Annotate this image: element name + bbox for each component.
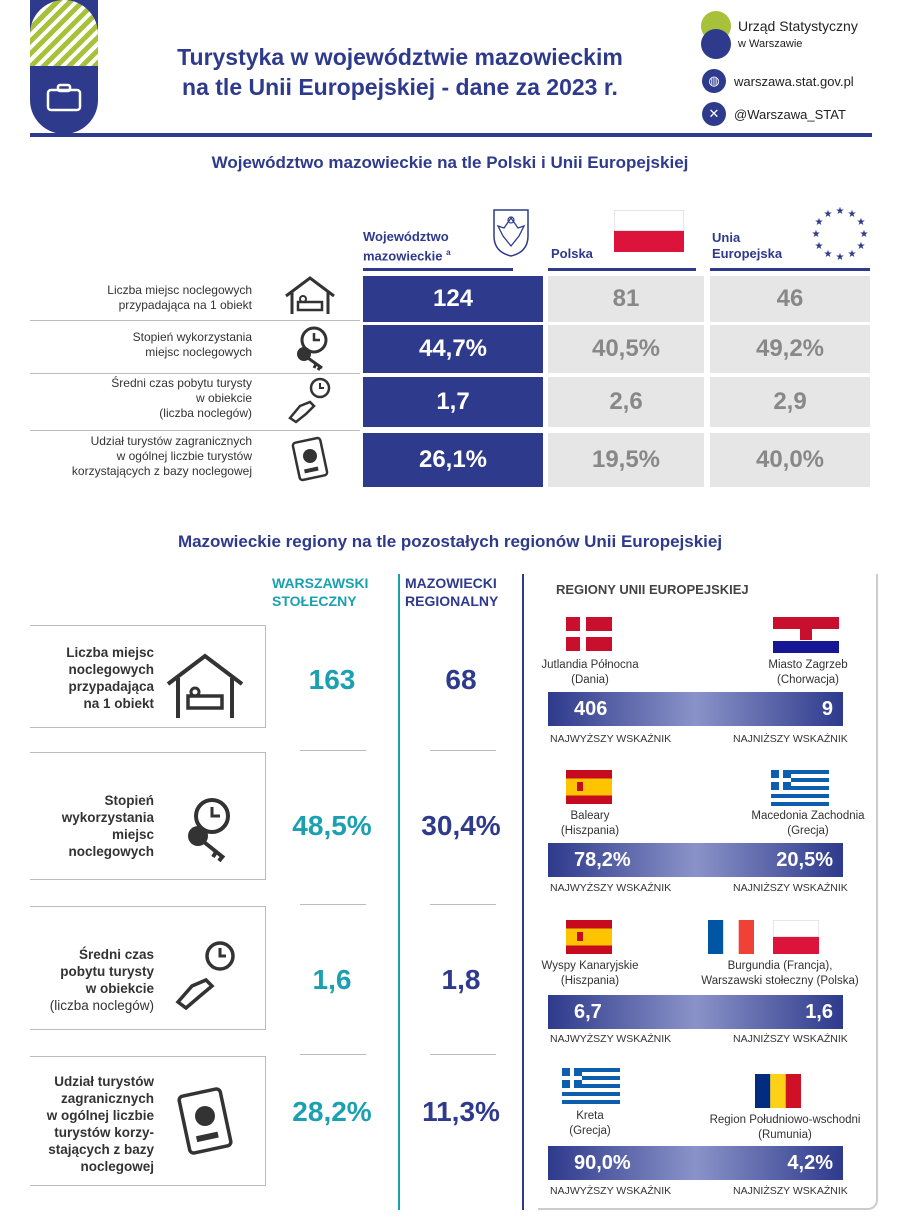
flag-romania-icon: [755, 1074, 801, 1108]
s1-row1-pl: 81: [548, 276, 704, 322]
section2-title: Mazowieckie regiony na tle pozostałych regionów Unii Europejskiej: [177, 532, 723, 551]
s2-row2-bar: 78,2% 20,5%: [548, 843, 843, 877]
s1-row2-label: Stopień wykorzystania miejsc noclegowych: [132, 330, 252, 359]
flag-greece-icon: [562, 1068, 620, 1104]
s2-row3-label: Średni czas pobytu turysty w obiekcie (liczba noclegów): [49, 947, 154, 1013]
svg-text:★: ★: [814, 241, 824, 252]
col-mazowiecki-header: MAZOWIECKI REGIONALNY: [405, 575, 499, 609]
s2-row2-label: Stopień wykorzystania miejsc noclegowych: [61, 793, 154, 859]
s1-row2-eu: 49,2%: [710, 325, 870, 373]
s2-row4-label: Udział turystów zagranicznych w ogólnej liczbie turystów korzy- stających z bazy noclegowej: [46, 1074, 154, 1174]
header-decoration: [30, 0, 98, 134]
s2-row2-warszawski: 48,5%: [292, 810, 372, 841]
s2-row3-mazowiecki: 1,8: [441, 964, 481, 995]
s2-row4-low-name: Region Południowo-wschodni (Rumunia): [709, 1114, 861, 1141]
svg-text:★: ★: [823, 209, 833, 220]
svg-text:★: ★: [835, 252, 845, 263]
col-woj-header: Województwo mazowieckie $^a$: [363, 229, 451, 264]
s2-row3-bar: 6,7 1,6: [548, 995, 843, 1029]
col-pl-header: Polska: [551, 246, 593, 261]
passport-icon: [280, 434, 340, 484]
eagle-emblem-icon: [490, 206, 532, 258]
globe-icon: ◍: [702, 69, 726, 93]
flag-france-icon: [708, 920, 754, 954]
flag-poland-icon: [773, 920, 819, 954]
svg-text:★: ★: [823, 249, 833, 260]
s1-row4-pl: 19,5%: [548, 433, 704, 487]
s1-row2-woj: 44,7%: [363, 325, 543, 373]
s1-row1-woj: 124: [363, 276, 543, 322]
col-eu-header: Unia Europejska: [712, 230, 783, 261]
svg-text:★: ★: [856, 241, 866, 252]
header-divider: [30, 133, 872, 137]
website-link[interactable]: ◍ warszawa.stat.gov.pl: [702, 69, 854, 93]
s1-row3-woj: 1,7: [363, 377, 543, 427]
s1-row3-label: Średni czas pobytu turysty w obiekcie (liczba noclegów): [111, 376, 252, 420]
s1-row4-eu: 40,0%: [710, 433, 870, 487]
svg-text:★: ★: [856, 217, 866, 228]
s2-row4-mazowiecki: 11,3%: [422, 1096, 500, 1127]
s2-row1-high-name: Jutlandia Północna (Dania): [541, 659, 639, 686]
x-icon: ✕: [702, 102, 726, 126]
s1-row1-eu: 46: [710, 276, 870, 322]
flag-spain-icon: [566, 920, 612, 954]
s2-row2-high-name: Baleary (Hiszpania): [560, 810, 620, 837]
svg-text:★: ★: [847, 249, 857, 260]
flag-greece-icon: [771, 770, 829, 806]
org-logo-icon: [698, 10, 734, 60]
flag-poland-icon: [614, 210, 684, 252]
svg-text:★: ★: [811, 229, 821, 240]
twitter-link[interactable]: ✕ @Warszawa_STAT: [702, 102, 846, 126]
house-bed-icon: [160, 650, 250, 730]
key-clock-icon: [160, 790, 250, 870]
s2-row4-bar: 90,0% 4,2%: [548, 1146, 843, 1180]
s1-row3-pl: 2,6: [548, 377, 704, 427]
s2-row1-mazowiecki: 68: [445, 664, 477, 695]
s2-row2-mazowiecki: 30,4%: [421, 810, 501, 841]
svg-text:★: ★: [859, 229, 869, 240]
svg-text:★: ★: [814, 217, 824, 228]
section1-title: Województwo mazowieckie na tle Polski i Unii Europejskiej: [211, 153, 689, 172]
s2-row3-warszawski: 1,6: [312, 964, 352, 995]
eu-stars-icon: [810, 204, 870, 264]
hand-clock-icon: [280, 376, 340, 426]
briefcase-icon: [46, 82, 82, 112]
s2-row4-high-name: Kreta (Grecja): [569, 1110, 611, 1137]
flag-denmark-icon: [566, 617, 612, 651]
col-warszawski-header: WARSZAWSKI STOŁECZNY: [272, 575, 369, 609]
s2-row2-low-name: Macedonia Zachodnia (Grecja): [751, 810, 865, 837]
key-clock-icon: [280, 322, 340, 372]
s2-row1-label: Liczba miejsc noclegowych przypadająca na 1 obiekt: [66, 645, 154, 711]
page-title: Turystyka w województwie mazowieckim na tle Unii Europejskiej - dane za 2023 r.: [177, 44, 623, 100]
s2-row1-bar: 406 9: [548, 692, 843, 726]
flag-croatia-icon: [773, 617, 839, 653]
flag-spain-icon: [566, 770, 612, 804]
s1-row1-label: Liczba miejsc noclegowych przypadająca na 1 obiekt: [107, 283, 252, 312]
s2-row3-high-name: Wyspy Kanaryjskie (Hiszpania): [541, 960, 639, 987]
s1-row4-woj: 26,1%: [363, 433, 543, 487]
s2-row3-low-name: Burgundia (Francja), Warszawski stołeczny (Polska): [701, 960, 859, 987]
s2-row4-warszawski: 28,2%: [292, 1096, 372, 1127]
passport-icon: [160, 1084, 250, 1164]
org-name: Urząd Statystyczny w Warszawie: [738, 18, 858, 50]
s2-row1-warszawski: 163: [308, 664, 356, 695]
svg-text:★: ★: [847, 209, 857, 220]
eu-regions-title: REGIONY UNII EUROPEJSKIEJ: [556, 582, 749, 597]
s1-row4-label: Udział turystów zagranicznych w ogólnej liczbie turystów korzystających z bazy noclegowej: [71, 434, 252, 478]
svg-text:★: ★: [835, 206, 845, 217]
s1-row2-pl: 40,5%: [548, 325, 704, 373]
s2-row1-low-name: Miasto Zagrzeb (Chorwacja): [768, 659, 848, 686]
house-bed-icon: [280, 272, 340, 322]
hand-clock-icon: [160, 938, 250, 1018]
s1-row3-eu: 2,9: [710, 377, 870, 427]
